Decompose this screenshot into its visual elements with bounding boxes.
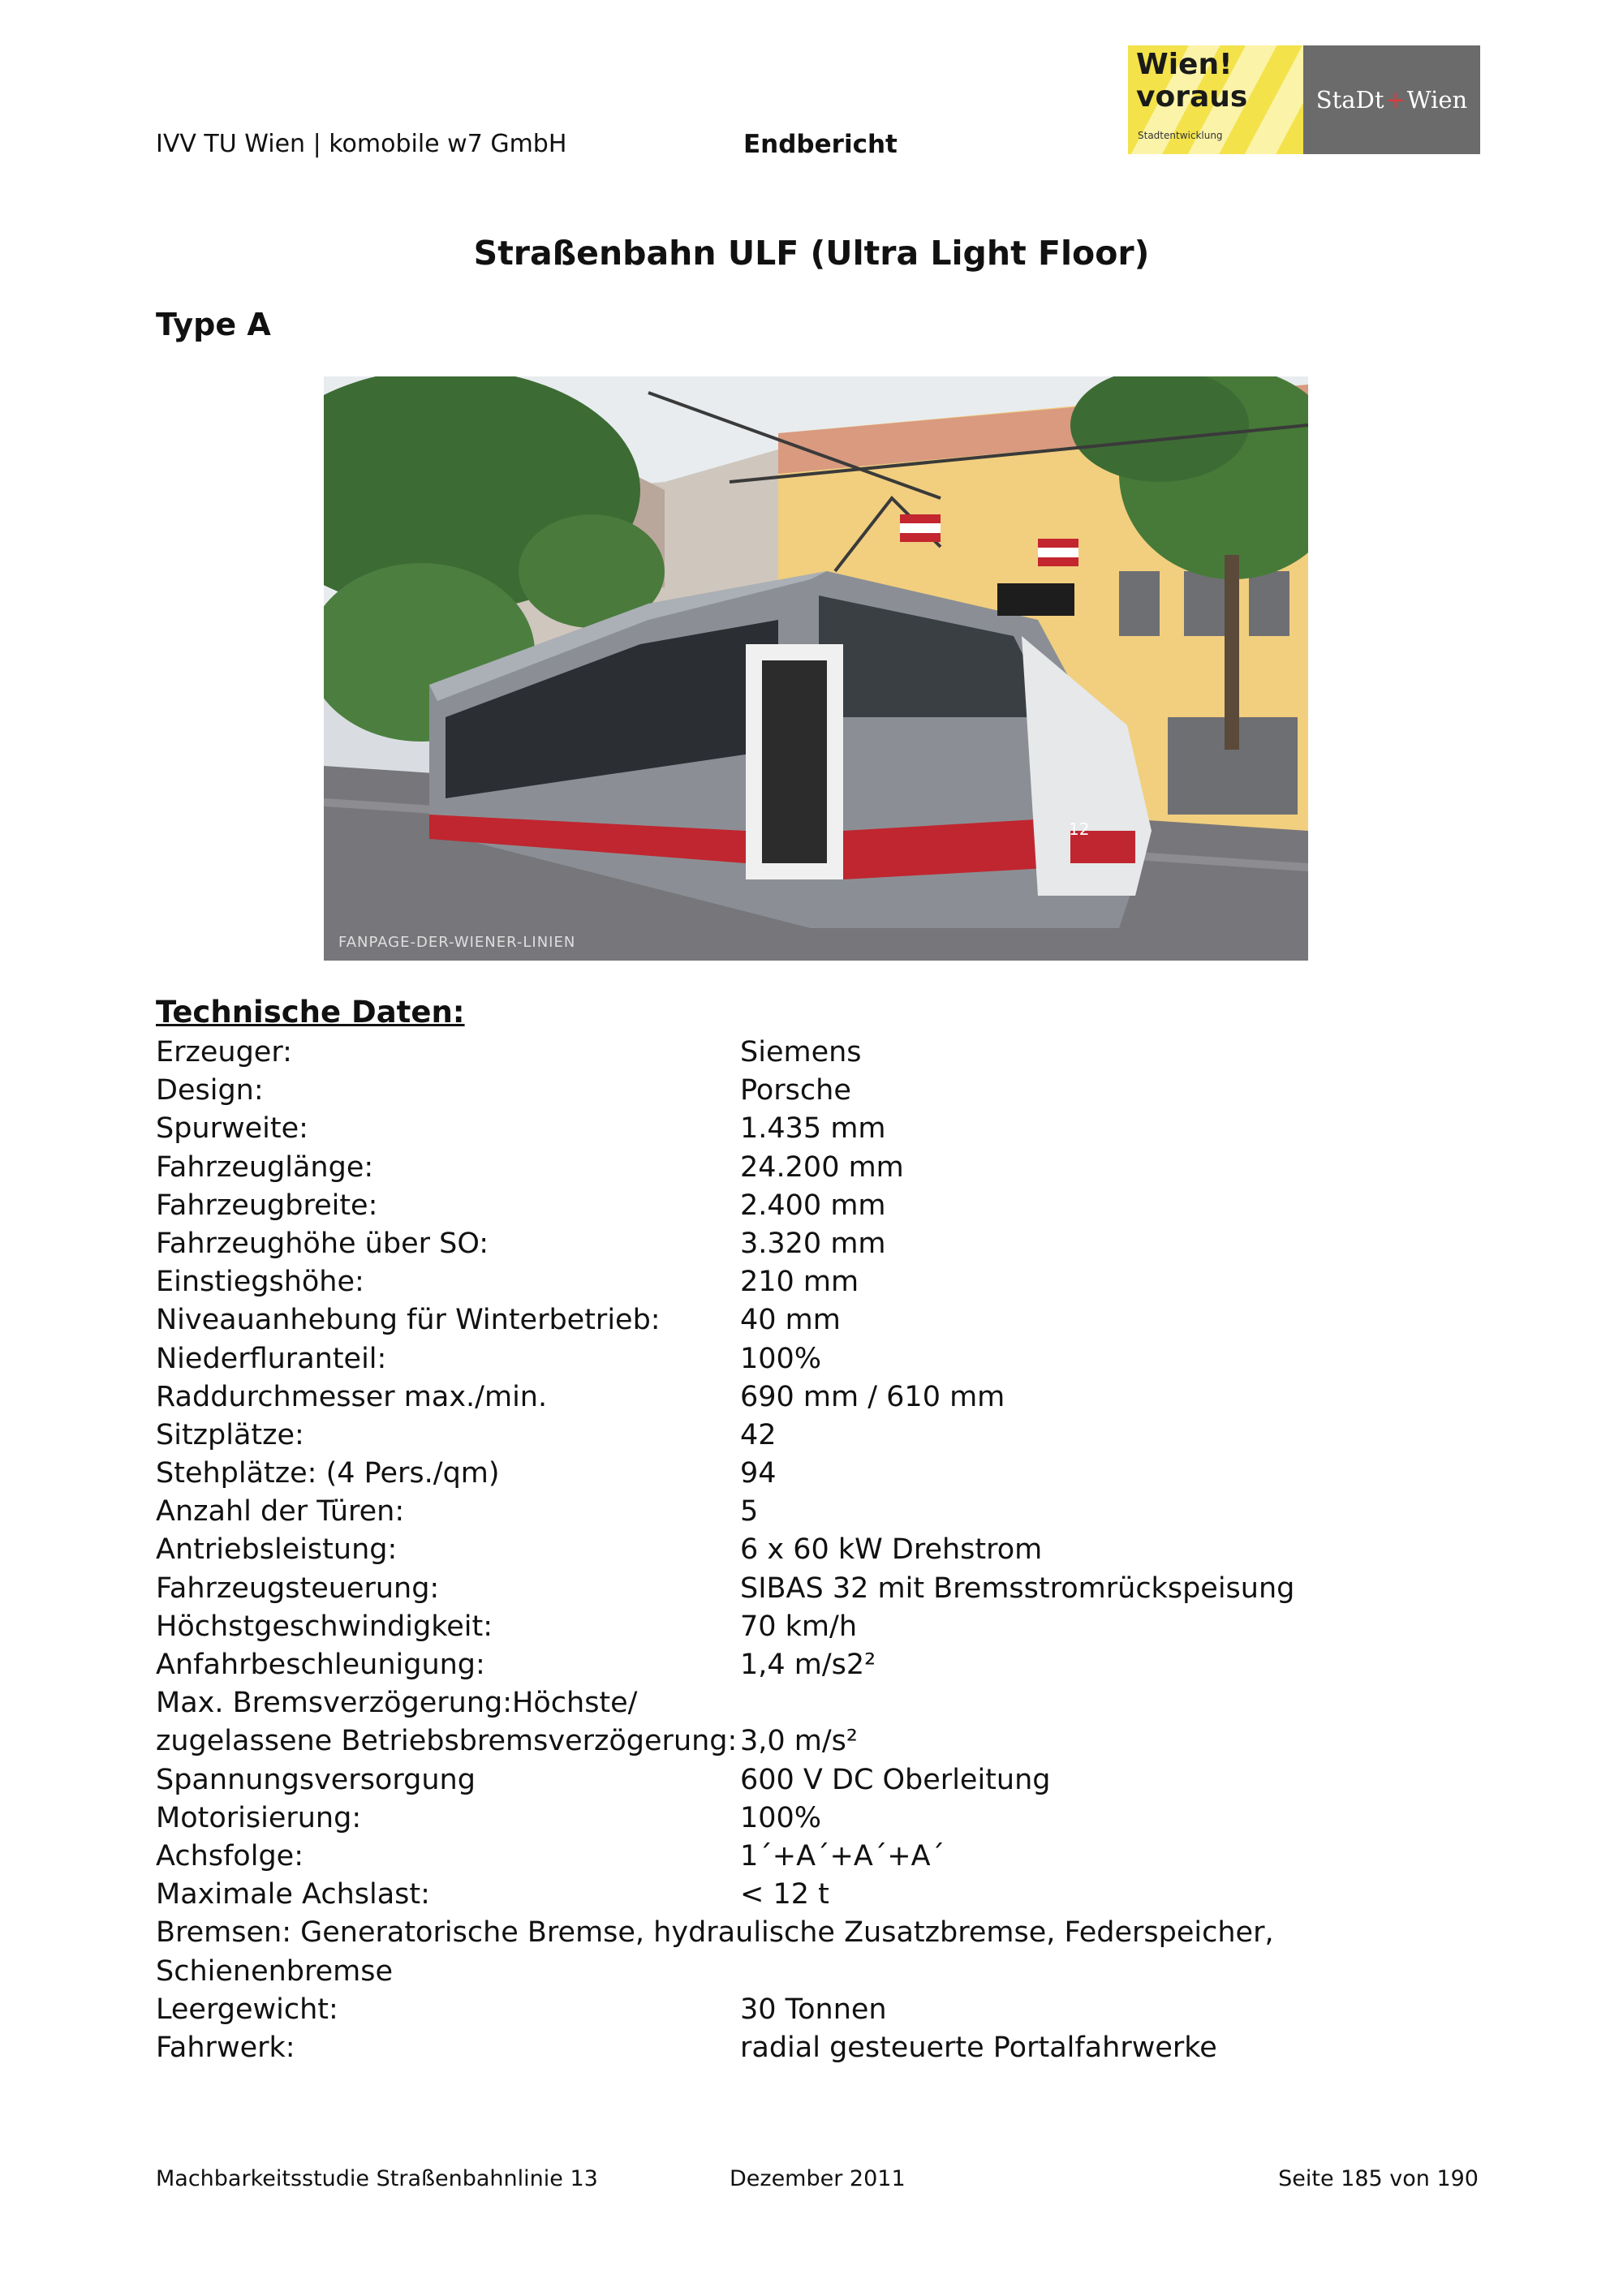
spec-key: Fahrzeughöhe über SO:: [156, 1227, 489, 1260]
spec-key: Niederfluranteil:: [156, 1342, 387, 1375]
spec-value: 42: [740, 1418, 777, 1451]
logo-stadt-left: StaDt: [1315, 86, 1384, 114]
spec-row: [156, 1187, 1535, 1225]
spec-row: [156, 1225, 1535, 1263]
spec-key: Design:: [156, 1074, 264, 1107]
spec-value: Porsche: [740, 1074, 851, 1107]
spec-key: Achsfolge:: [156, 1839, 304, 1872]
spec-key: Raddurchmesser max./min.: [156, 1380, 548, 1413]
spec-value: 3,0 m/s²: [740, 1725, 858, 1758]
spec-value: 210 mm: [740, 1266, 859, 1299]
spec-row: [156, 1110, 1535, 1148]
spec-key: Fahrwerk:: [156, 2031, 295, 2064]
spec-key: Niveauanhebung für Winterbetrieb:: [156, 1304, 661, 1337]
spec-row: [156, 1646, 1535, 1684]
spec-row: [156, 1149, 1535, 1187]
spec-value: 3.320 mm: [740, 1227, 886, 1260]
spec-key: Fahrzeugbreite:: [156, 1189, 378, 1222]
spec-key: Max. Bremsverzögerung:Höchste/: [156, 1687, 638, 1720]
wien-voraus-logo: [1128, 45, 1303, 154]
footer-study-title: Machbarkeitsstudie Straßenbahnlinie 13: [156, 2166, 598, 2191]
spec-row: [156, 1034, 1535, 1072]
spec-row: [156, 1838, 1535, 1876]
spec-row: [156, 1263, 1535, 1301]
spec-row: [156, 1378, 1535, 1417]
spec-row: [156, 1608, 1535, 1646]
spec-value: 1´+A´+A´+A´: [740, 1839, 945, 1872]
spec-key: Einstiegshöhe:: [156, 1266, 364, 1299]
spec-value: 30 Tonnen: [740, 1993, 887, 2026]
spec-value: 24.200 mm: [740, 1150, 904, 1184]
spec-key: Sitzplätze:: [156, 1418, 304, 1451]
spec-row: [156, 1570, 1535, 1608]
spec-value: radial gesteuerte Portalfahrwerke: [740, 2031, 1217, 2064]
spec-key: zugelassene Betriebsbremsverzögerung:: [156, 1725, 738, 1758]
spec-row: [156, 1722, 1535, 1761]
spec-key: Anfahrbeschleunigung:: [156, 1649, 485, 1681]
stadt-wien-logo: [1303, 45, 1480, 154]
spec-row: [156, 1876, 1535, 1914]
spec-key: Leergewicht:: [156, 1993, 338, 2026]
header-organisation: IVV TU Wien | komobile w7 GmbH: [156, 130, 567, 158]
spec-row: [156, 1493, 1535, 1531]
spec-row: [156, 1991, 1535, 2029]
spec-key: Motorisierung:: [156, 1801, 362, 1834]
logo-text-wien: Wien!: [1136, 48, 1233, 81]
footer-date: Dezember 2011: [730, 2166, 906, 2191]
spec-row: [156, 1455, 1535, 1493]
spec-value: Siemens: [740, 1036, 862, 1068]
spec-row: [156, 1799, 1535, 1838]
spec-row: [156, 1953, 1535, 1991]
spec-row: [156, 1531, 1535, 1569]
spec-row: [156, 1417, 1535, 1455]
spec-row: [156, 1301, 1535, 1339]
tram-number: 12: [1069, 819, 1090, 839]
spec-key: Stehplätze: (4 Pers./qm): [156, 1457, 500, 1490]
spec-key: Antriebsleistung:: [156, 1533, 398, 1567]
spec-value: 1,4 m/s2²: [740, 1649, 876, 1681]
spec-key: Spannungsversorgung: [156, 1763, 476, 1796]
footer-page-number: Seite 185 von 190: [1278, 2166, 1479, 2191]
spec-row: [156, 1684, 1535, 1722]
spec-key: Fahrzeugsteuerung:: [156, 1572, 440, 1605]
spec-value: 100%: [740, 1342, 822, 1375]
photo-caption: FANPAGE-DER-WIENER-LINIEN: [338, 934, 576, 951]
tram-photo: [324, 376, 1308, 961]
spec-row: [156, 2029, 1535, 2067]
page-title: Straßenbahn ULF (Ultra Light Floor): [473, 234, 1150, 273]
spec-value: 2.400 mm: [740, 1189, 886, 1222]
spec-value: 94: [740, 1457, 777, 1490]
spec-value: SIBAS 32 mit Bremsstromrückspeisung: [740, 1572, 1295, 1605]
spec-row: [156, 1761, 1535, 1799]
spec-value: 70 km/h: [740, 1610, 857, 1643]
spec-row: [156, 1072, 1535, 1110]
spec-key: Schienenbremse: [156, 1954, 394, 1988]
spec-value: 1.435 mm: [740, 1112, 886, 1146]
spec-key: Spurweite:: [156, 1112, 308, 1146]
spec-value: < 12 t: [740, 1878, 829, 1911]
spec-key: Anzahl der Türen:: [156, 1495, 405, 1529]
spec-value: 5: [740, 1495, 759, 1529]
spec-value: 690 mm / 610 mm: [740, 1380, 1005, 1413]
wien-logo: [1128, 45, 1480, 154]
spec-row: [156, 1340, 1535, 1378]
spec-value: 6 x 60 kW Drehstrom: [740, 1533, 1043, 1567]
spec-row: [156, 1914, 1535, 1952]
spec-key: Erzeuger:: [156, 1036, 292, 1068]
technical-data-list: [156, 1034, 1535, 2067]
spec-key: Bremsen: Generatorische Bremse, hydraulische Zusatzbremse, Federspeicher,: [156, 1916, 1274, 1950]
header-report-type: Endbericht: [743, 130, 898, 159]
spec-key: Maximale Achslast:: [156, 1878, 430, 1911]
spec-key: Fahrzeuglänge:: [156, 1150, 374, 1184]
spec-value: 40 mm: [740, 1304, 841, 1337]
logo-text-voraus: voraus: [1136, 80, 1248, 114]
type-label: Type A: [156, 307, 271, 342]
spec-value: 100%: [740, 1801, 822, 1834]
technical-data-heading: Technische Daten:: [156, 995, 465, 1030]
spec-value: 600 V DC Oberleitung: [740, 1763, 1051, 1796]
logo-text-sub: Stadtentwicklung: [1138, 130, 1223, 141]
tram-photo-illustration: [324, 376, 1308, 961]
logo-stadt-plus: +: [1385, 86, 1406, 114]
spec-key: Höchstgeschwindigkeit:: [156, 1610, 493, 1643]
logo-stadt-right: Wien: [1406, 86, 1468, 114]
